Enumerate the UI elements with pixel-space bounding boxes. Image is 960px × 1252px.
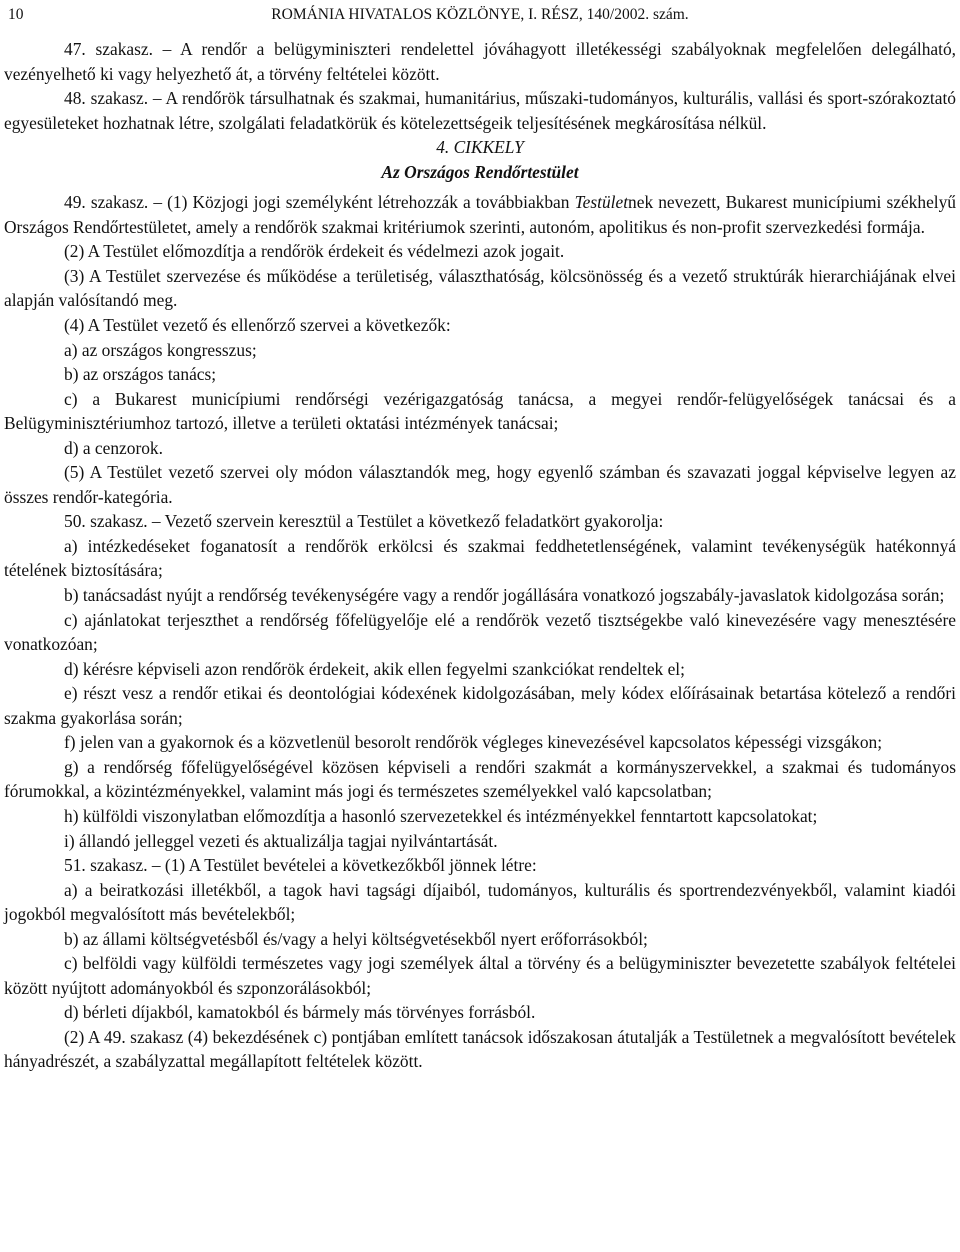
page-number: 10 [8, 6, 24, 23]
s50-item-a: a) intézkedéseket foganatosít a rendőrök erkölcsi és szakmai feddhetetlenségének, valamint tevékenységük hatékonnyá tételének biztosítására; [4, 535, 956, 581]
section-51-paragraph-2: (2) A 49. szakasz (4) bekezdésének c) pontjában említett tanácsok időszakosan átutalják a Testületnek a megvalósított bevételek hányadrészét, a szabályzattal megállapított feltételek között. [4, 1026, 956, 1072]
s51-item-a: a) a beiratkozási illetékből, a tagok havi tagsági díjaiból, tudományos, kulturális és sportrendezvényekből, valamint kiadói jogokból megvalósított más bevételekből; [4, 879, 956, 925]
running-header [4, 0, 956, 30]
s50-item-b: b) tanácsadást nyújt a rendőrség tevékenységére vagy a rendőr jogállására vonatkozó jogszabály-javaslatok kidolgozása során; [64, 585, 945, 606]
section-47: 47. szakasz. – A rendőr a belügyminiszteri rendelettel jóváhagyott illetékességi szabályoknak megfelelően delegálható, vezényelhető ki vagy helyezhető át, a törvény feltételei között. [4, 39, 956, 84]
s51-item-c: c) belföldi vagy külföldi természetes vagy jogi személyek által a törvény és a belügyminiszter bevezetette szabályok feltételei között nyújtott adományokból és szponzorálásokból; [4, 953, 956, 998]
document-body [4, 37, 956, 1074]
section-51: 51. szakasz. – (1) A Testület bevételei a következőkből jönnek létre: [64, 855, 537, 876]
s49-italic-term: Testület [574, 192, 629, 213]
s50-item-h: h) külföldi viszonylatban előmozdítja a hasonló szervezetekkel és intézményekkel fenntartott kapcsolatokat; [64, 805, 818, 826]
section-50: 50. szakasz. – Vezető szervein keresztül a Testület a következő feladatkört gyakorolja: [64, 511, 664, 532]
s50-item-g: g) a rendőrség főfelügyelőségével közösen képviseli a rendőri szakmát a kormányszervekkel, a szakmai és tudományos fórumokkal, a közintézményekkel, valamint más jogi és természetes személyekkel való kapcsolatban; [4, 756, 956, 802]
section-49-paragraph-3: (3) A Testület szervezése és működése a területiség, választhatóság, kölcsönösség és a vezető struktúrák hierarchiájának elvei alapján valósítandó meg. [4, 265, 956, 311]
s49-text-before: 49. szakasz. – (1) Közjogi jogi személyként létrehozzák a továbbiakban [64, 192, 575, 213]
section-49-paragraph-1 [4, 190, 956, 239]
s50-item-c: c) ajánlatokat terjeszthet a rendőrség főfelügyelője elé a rendőrök vezető tisztségekbe való kinevezésére vagy menesztésére vonatkozóan; [4, 609, 956, 655]
section-49-paragraph-5: (5) A Testület vezető szervei oly módon választandók meg, hogy egyenlő számban és szavazati joggal képviselve legyen az összes rendőr-kategória. [4, 462, 956, 507]
s50-item-e: e) részt vesz a rendőr etikai és deontológiai kódexének kidolgozásában, mely kódex előírásainak betartása kötelező a rendőri szakma gyakorlása során; [4, 683, 956, 728]
article-number: 4. CIKKELY [436, 137, 524, 158]
s51-item-b: b) az állami költségvetésből és/vagy a helyi költségvetésekből nyert erőforrásokból; [64, 928, 648, 949]
list-item-c: c) a Bukarest municípiumi rendőrségi vezérigazgatóság tanácsa, a megyei rendőr-felügyelőségek tanácsai és a Belügyminisztériumhoz tartozó, illetve a területi oktatási intézmények tanácsai; [4, 388, 956, 434]
section-48: 48. szakasz. – A rendőrök társulhatnak és szakmai, humanitárius, műszaki-tudományos, kulturális, vallási és sport-szórakoztató egyesületeket hozhatnak létre, szolgálati feladatkörük és kötelezettségeik teljesítésének megkárosítása nélkül. [4, 88, 956, 133]
section-49-paragraph-2: (2) A Testület előmozdítja a rendőrök érdekeit és védelmezi azok jogait. [64, 241, 565, 262]
section-49-paragraph-4: (4) A Testület vezető és ellenőrző szervei a következők: [64, 315, 451, 336]
s51-item-d: d) bérleti díjakból, kamatokból és bármely más törvényes forrásból. [64, 1002, 536, 1023]
article-title: Az Országos Rendőrtestület [381, 161, 579, 182]
s49-text-after: nek nevezett, Bukarest municípiumi székhelyű Országos Rendőrtestületet, amely a rendőrök szakmai kritériumok szerinti, autonóm, apolitikus és non-profit szervezkedési formája. [4, 192, 957, 237]
list-item-a: a) az országos kongresszus; [64, 339, 257, 360]
s50-item-d: d) kérésre képviseli azon rendőrök érdekeit, akik ellen fegyelmi szankciókat rendeltek el; [64, 658, 685, 679]
s50-item-i: i) állandó jelleggel vezeti és aktualizálja tagjai nyilvántartását. [64, 830, 498, 851]
s50-item-f: f) jelen van a gyakornok és a közvetlenül besorolt rendőrök végleges kinevezésével kapcsolatos képességi vizsgákon; [64, 732, 883, 753]
publication-title: ROMÁNIA HIVATALOS KÖZLÖNYE, I. RÉSZ, 140/2002. szám. [271, 6, 689, 23]
list-item-b: b) az országos tanács; [64, 364, 217, 385]
list-item-d: d) a cenzorok. [64, 437, 163, 458]
